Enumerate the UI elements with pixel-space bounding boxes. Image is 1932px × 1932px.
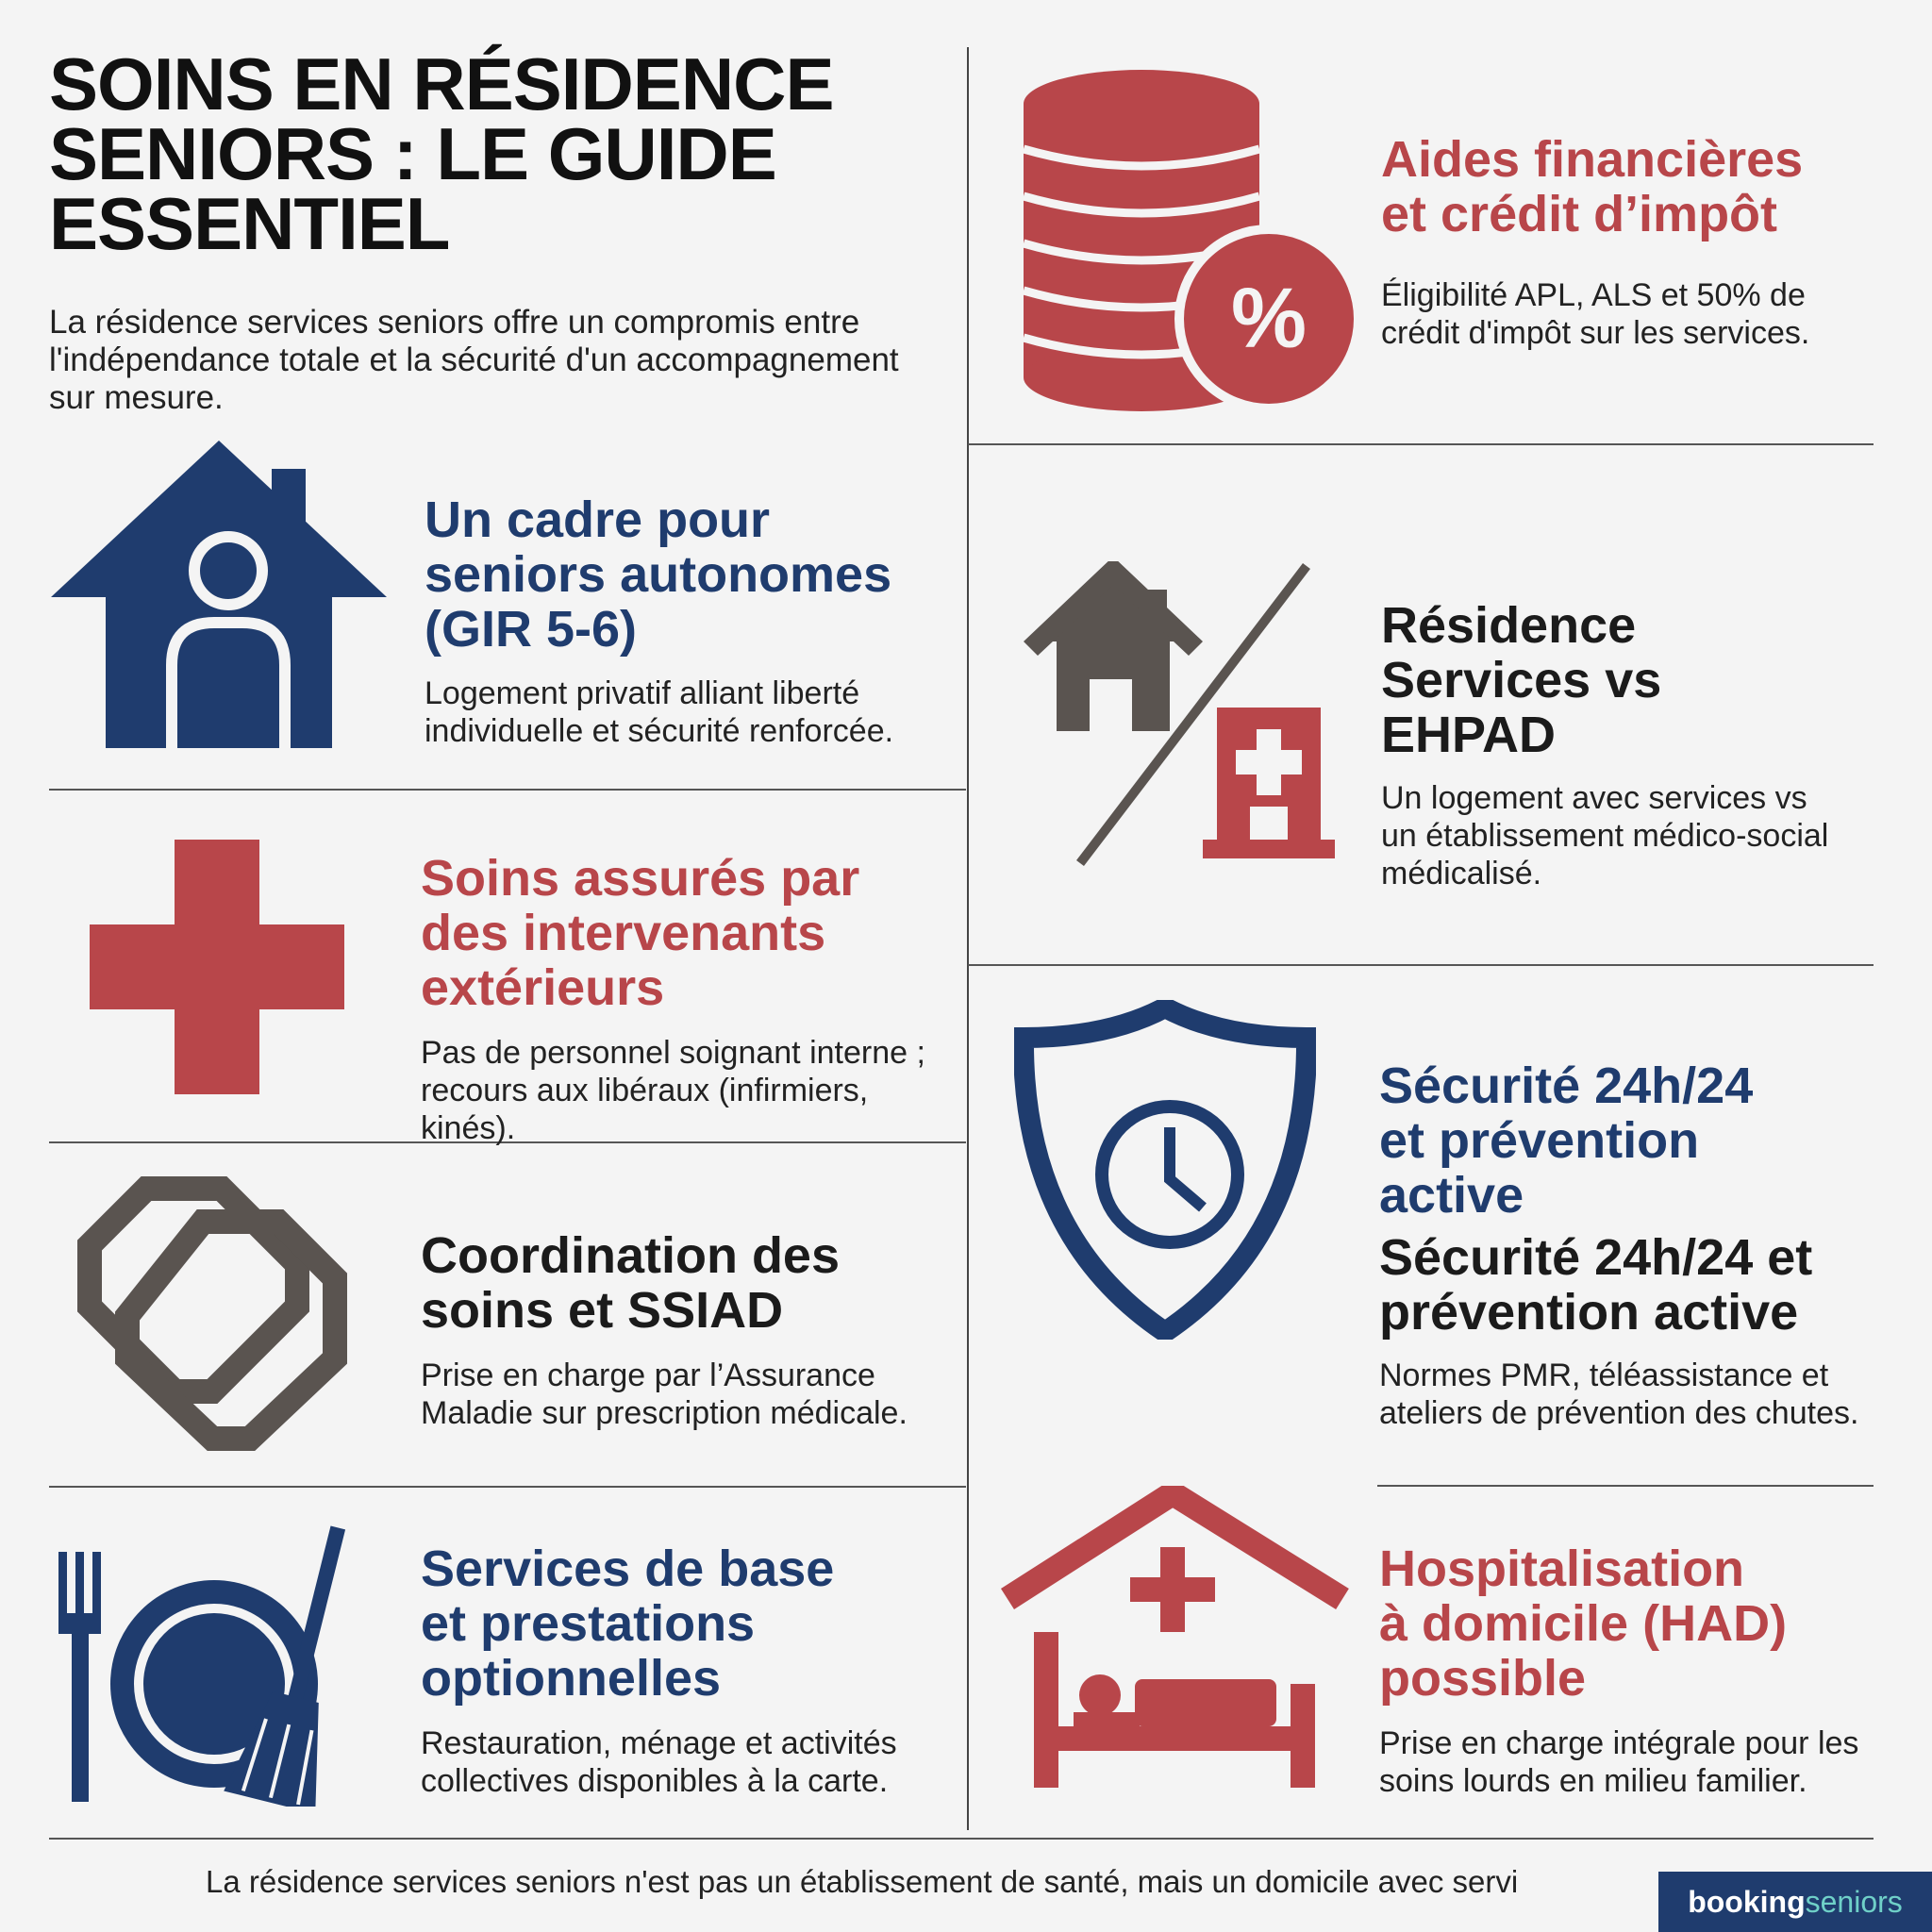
intro-text: La résidence services seniors offre un compromis entre l'indépendance totale et la sécurité d'un accompagnement sur mesure. [49, 304, 899, 416]
coins-percent-icon [1019, 66, 1358, 415]
divider-right-1 [968, 443, 1874, 445]
divider-right-3 [1377, 1485, 1874, 1487]
left-item-2-title: Soins assurés par des intervenants extérieurs [421, 850, 860, 1016]
left-item-1-desc: Logement privatif alliant liberté individuelle et sécurité renforcée. [425, 675, 894, 749]
percent-badge: % [1230, 272, 1307, 366]
house-person-icon [49, 439, 389, 750]
divider-left-1 [49, 789, 966, 791]
right-item-1-desc: Éligibilité APL, ALS et 50% de crédit d'impôt sur les services. [1381, 277, 1810, 351]
right-item-2-desc: Un logement avec services vs un établissement médico-social médicalisé. [1381, 780, 1829, 891]
red-cross-icon [90, 840, 344, 1094]
right-item-3-title: Sécurité 24h/24 et prévention active [1379, 1058, 1754, 1224]
divider-right-2 [968, 964, 1874, 966]
right-item-4-desc: Prise en charge intégrale pour les soins lourds en milieu familier. [1379, 1725, 1859, 1799]
right-item-1-title: Aides financières et crédit d’impôt [1381, 131, 1804, 242]
chain-links-icon [61, 1165, 363, 1457]
brand-part-a: booking [1688, 1884, 1806, 1919]
left-item-4-title: Services de base et prestations optionnelles [421, 1541, 835, 1707]
left-item-4-desc: Restauration, ménage et activités collectives disponibles à la carte. [421, 1725, 897, 1799]
left-item-2-desc: Pas de personnel soignant interne ; recours aux libéraux (infirmiers, kinés). [421, 1035, 925, 1146]
right-item-3-desc: Normes PMR, téléassistance et ateliers de prévention des chutes. [1379, 1357, 1859, 1431]
fork-plate-broom-icon [49, 1524, 370, 1807]
center-divider [967, 47, 969, 1830]
brand-badge[interactable] [1658, 1872, 1932, 1932]
shield-clock-icon [1014, 1000, 1316, 1340]
right-item-3-title-repeat: Sécurité 24h/24 et prévention active [1379, 1229, 1813, 1341]
right-item-4-title: Hospitalisation à domicile (HAD) possible [1379, 1541, 1788, 1707]
divider-bottom [49, 1838, 1874, 1840]
right-item-2-title: Résidence Services vs EHPAD [1381, 597, 1662, 763]
left-item-3-title: Coordination des soins et SSIAD [421, 1227, 840, 1339]
left-item-1-title: Un cadre pour seniors autonomes (GIR 5-6) [425, 491, 892, 658]
house-vs-hospital-icon [1009, 561, 1358, 873]
brand-part-b: seniors [1805, 1884, 1903, 1919]
house-bed-icon [998, 1486, 1357, 1797]
divider-left-3 [49, 1486, 966, 1488]
left-item-3-desc: Prise en charge par l’Assurance Maladie sur prescription médicale. [421, 1357, 908, 1431]
page-title: SOINS EN RÉSIDENCE SENIORS : LE GUIDE ESSENTIEL [49, 42, 834, 265]
footer-text: La résidence services seniors n'est pas un établissement de santé, mais un domicile avec servi [206, 1864, 1519, 1899]
